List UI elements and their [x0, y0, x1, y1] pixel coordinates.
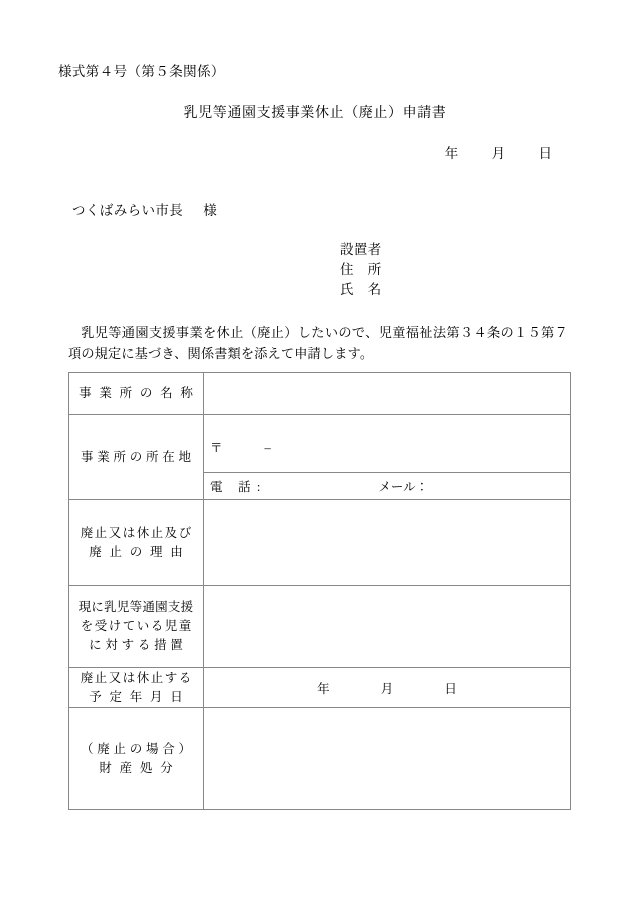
scheduled-date-year-label: 年 [317, 681, 330, 696]
email-label: メール： [378, 480, 429, 494]
row-label-measures [69, 586, 204, 668]
row-value-office-address[interactable] [204, 415, 571, 473]
scheduled-date-fields[interactable] [204, 673, 570, 703]
table-row [69, 668, 571, 708]
row-value-contact[interactable] [204, 473, 571, 500]
page-title: 乳児等通園支援事業休止（廃止）申請書 [183, 106, 447, 121]
postal-code-line[interactable] [204, 432, 570, 456]
row-value-scheduled-date[interactable] [204, 668, 571, 708]
date-year-label: 年 [444, 146, 459, 161]
addressee-honorific: 様 [203, 203, 218, 218]
table-row [69, 586, 571, 668]
applicant-role: 設置者 [340, 242, 382, 257]
row-label-property-disposal [69, 708, 204, 810]
scheduled-date-day-label: 日 [444, 681, 457, 696]
table-row [69, 373, 571, 415]
row-label-scheduled-date-line2: 予定年月日 [89, 689, 191, 704]
submission-date-line [0, 142, 630, 162]
row-label-reason-line2: 廃止の理由 [89, 544, 191, 559]
row-label-scheduled-date [69, 668, 204, 708]
row-value-office-name[interactable] [204, 373, 571, 415]
table-row [69, 415, 571, 473]
addressee-office: つくばみらい市長 [72, 203, 184, 218]
row-label-office-name [69, 373, 204, 415]
postal-mark-icon: 〒 [210, 440, 223, 455]
row-label-reason-line1: 廃止又は休止及び [80, 525, 193, 540]
contact-line[interactable] [204, 473, 570, 499]
row-label-office-address [69, 415, 204, 500]
row-label-property-disposal-line1: （廃止の場合） [80, 741, 195, 756]
body-paragraph-text: 乳児等通園支援事業を休止（廃止）したいので、児童福祉法第３４条の１５第７項の規定に基づき、関係書類を添えて申請します。 [68, 325, 568, 361]
row-label-office-name-text: 事業所の名称 [79, 386, 201, 400]
applicant-block [340, 240, 382, 300]
row-value-property-disposal[interactable] [204, 708, 571, 810]
table-row [69, 500, 571, 586]
row-label-reason [69, 500, 204, 586]
form-number: 様式第４号（第５条関係） [58, 64, 225, 79]
table-row [69, 708, 571, 810]
applicant-address-label: 住 所 [340, 262, 382, 277]
row-value-reason[interactable] [204, 500, 571, 586]
applicant-name-label: 氏 名 [340, 282, 382, 297]
telephone-label: 電 話: [210, 480, 267, 494]
addressee [72, 199, 217, 219]
scheduled-date-month-label: 月 [380, 681, 394, 696]
row-value-measures[interactable] [204, 586, 571, 668]
body-paragraph [68, 322, 568, 364]
date-day-label: 日 [538, 146, 552, 161]
postal-code-dash: – [264, 440, 271, 455]
row-label-office-address-text: 事業所の所在地 [80, 449, 195, 464]
date-month-label: 月 [491, 146, 506, 161]
row-label-property-disposal-line2: 財産処分 [99, 760, 181, 775]
row-label-measures-line2: を受けている児童 [80, 619, 193, 633]
row-label-scheduled-date-line1: 廃止又は休止する [80, 670, 193, 685]
application-table [68, 372, 571, 810]
row-label-measures-line1: 現に乳児等通園支援 [78, 600, 194, 614]
row-label-measures-line3: に対する措置 [89, 638, 187, 652]
